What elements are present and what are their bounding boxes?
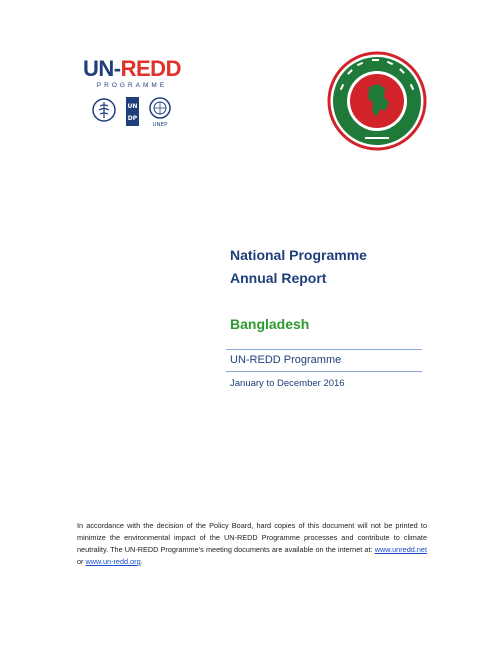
unredd-programme-label: PROGRAMME	[96, 82, 168, 89]
bangladesh-government-seal-icon	[327, 51, 427, 151]
unredd-net-link[interactable]: www.unredd.net	[374, 545, 428, 554]
report-title-line2: Annual Report	[230, 270, 327, 286]
partner-emblems	[78, 94, 188, 142]
unredd-org-link[interactable]: www.un-redd.org	[85, 557, 141, 566]
svg-text:UN: UN	[127, 103, 138, 110]
unredd-wordmark-un: UN-	[83, 56, 121, 81]
divider-top	[226, 349, 422, 350]
unredd-wordmark-redd: REDD	[120, 56, 181, 81]
country-name: Bangladesh	[230, 316, 310, 332]
unredd-wordmark	[78, 56, 186, 82]
report-title-line1: National Programme	[230, 247, 367, 263]
disclaimer-connector: or	[77, 557, 86, 566]
disclaimer-paragraph	[77, 520, 427, 568]
fao-emblem-icon	[93, 99, 115, 121]
unep-label: UNEP	[152, 122, 168, 128]
svg-text:DP: DP	[127, 115, 138, 122]
reporting-period: January to December 2016	[230, 378, 345, 389]
unep-emblem-icon	[150, 98, 170, 128]
programme-name: UN-REDD Programme	[230, 354, 342, 366]
disclaimer-end: .	[140, 557, 143, 566]
divider-bottom	[226, 371, 422, 372]
undp-emblem-icon	[126, 97, 139, 126]
unredd-logo	[78, 56, 188, 142]
disclaimer-text: In accordance with the decision of the Policy Board, hard copies of this document will not be printed to minimize the environmental impact of the UN-REDD Programme processes and contribute to climate neutrality. The UN-REDD Programme’s meeting documents are available on the internet at:	[77, 521, 427, 554]
